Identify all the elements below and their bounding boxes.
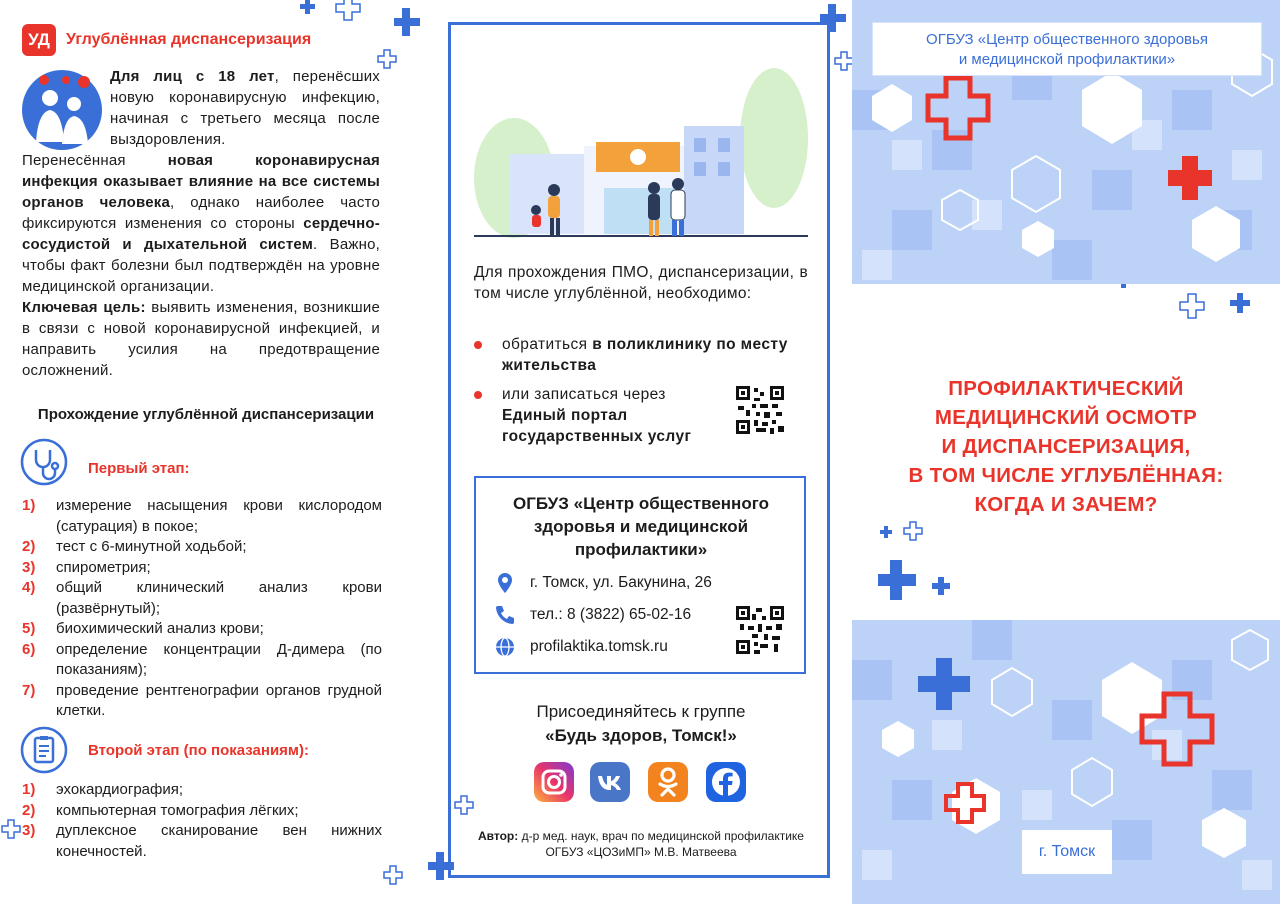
phone-text[interactable]: тел.: 8 (3822) 65-02-16 <box>530 606 692 623</box>
join-line1: Присоединяйтесь к группе <box>536 702 746 721</box>
list-item-text: определение концентрации Д-димера (по показаниям); <box>56 640 382 678</box>
globe-icon <box>494 636 516 658</box>
phone-row <box>494 604 691 626</box>
city-label: г. Томск <box>1022 830 1112 874</box>
list-item-text: эхокардиография; <box>56 781 184 798</box>
list-item <box>22 801 382 822</box>
facebook-icon[interactable] <box>706 762 746 802</box>
list-item-text: общий клинический анализ крови (развёрнутый); <box>56 579 382 617</box>
stage2-title: Второй этап (по показаниям): <box>88 742 310 759</box>
qr-code-gosuslugi[interactable] <box>736 386 784 434</box>
main-title-line: МЕДИЦИНСКИЙ ОСМОТР <box>934 406 1198 429</box>
top-org-line2: и медицинской профилактики» <box>958 51 1176 68</box>
goal-bold: Ключевая цель: <box>22 299 146 316</box>
list-item-number: 4) <box>22 579 36 596</box>
stethoscope-icon <box>20 438 68 486</box>
bullet2-a: или записаться через <box>502 386 666 403</box>
list-item <box>22 578 382 619</box>
goal-rest: выявить изменения, возникшие в связи с новой коронавирусной инфекцией, и направить усилия на предотвращение осложнений. <box>22 299 381 379</box>
list-item-number: 7) <box>22 681 36 699</box>
qr-code-contacts[interactable] <box>736 606 784 654</box>
list-item-number: 3) <box>22 558 36 576</box>
intro-bold: Для лиц с 18 лет <box>110 68 275 85</box>
main-title-line: КОГДА И ЗАЧЕМ? <box>974 493 1158 516</box>
bullet-gosuslugi <box>474 384 724 447</box>
bullet-dot <box>474 391 482 399</box>
stage1-list <box>22 496 382 722</box>
stage1-title: Первый этап: <box>88 460 190 477</box>
list-item-number: 5) <box>22 620 36 637</box>
address-text: г. Томск, ул. Бакунина, 26 <box>530 574 712 591</box>
main-title-line: И ДИСПАНСЕРИЗАЦИЯ, <box>941 435 1191 458</box>
list-item <box>22 537 382 558</box>
instagram-icon[interactable] <box>534 762 574 802</box>
list-item-number: 3) <box>22 822 36 839</box>
list-item-number: 1) <box>22 497 36 514</box>
org-name: ОГБУЗ «Центр общественного здоровья и медицинской профилактики» <box>513 494 769 559</box>
p1-a: Перенесённая <box>22 152 168 169</box>
list-item <box>22 496 382 537</box>
list-item <box>22 640 382 681</box>
list-item-text: проведение рентгенографии органов грудной клетки. <box>56 681 382 719</box>
list-item-number: 6) <box>22 640 36 658</box>
list-item <box>22 619 382 640</box>
author-rest: д-р мед. наук, врач по медицинской профилактике ОГБУЗ «ЦОЗиМП» М.В. Матвеева <box>518 829 804 859</box>
author-bold: Автор: <box>478 829 519 843</box>
ud-title: Углублённая диспансеризация <box>66 31 312 48</box>
clipboard-icon <box>20 726 68 774</box>
clinic-illustration <box>474 58 808 244</box>
main-title <box>852 374 1280 519</box>
address-row <box>494 572 712 594</box>
bullet-dot <box>474 341 482 349</box>
list-item <box>22 780 382 801</box>
p1-d: сердечно-сосудистой и дыхательной систем <box>22 215 380 253</box>
list-item <box>22 681 382 722</box>
join-line2[interactable]: «Будь здоров, Томск!» <box>545 726 737 745</box>
list-item-text: биохимический анализ крови; <box>56 620 264 637</box>
list-item-number: 1) <box>22 781 36 798</box>
phone-icon <box>494 604 516 626</box>
list-item-number: 2) <box>22 801 36 819</box>
list-item-text: тест с 6-минутной ходьбой; <box>56 538 247 555</box>
list-item <box>22 558 382 579</box>
intro-text <box>22 66 380 381</box>
list-item <box>22 821 382 862</box>
odnoklassniki-icon[interactable] <box>648 762 688 802</box>
top-org-line1: ОГБУЗ «Центр общественного здоровья <box>926 31 1208 48</box>
top-org-banner <box>872 22 1262 76</box>
website-link[interactable]: profilaktika.tomsk.ru <box>530 638 668 655</box>
author-credit <box>474 828 808 860</box>
ud-badge: УД <box>22 24 56 56</box>
join-group <box>474 700 808 748</box>
bullet2-b: Единый портал государственных услуг <box>502 407 692 445</box>
bullet-polyclinic <box>474 334 808 376</box>
middle-intro: Для прохождения ПМО, диспансеризации, в том числе углублённой, необходимо: <box>474 264 808 302</box>
main-title-line: ПРОФИЛАКТИЧЕСКИЙ <box>948 377 1184 400</box>
website-row <box>494 636 668 658</box>
list-item-text: дуплексное сканирование вен нижних конечностей. <box>56 822 382 860</box>
subheading: Прохождение углублённой диспансеризации <box>37 406 375 423</box>
list-item-text: компьютерная томография лёгких; <box>56 801 299 819</box>
stage2-list <box>22 780 382 862</box>
main-title-line: В ТОМ ЧИСЛЕ УГЛУБЛЁННАЯ: <box>908 464 1224 487</box>
p1-c: , однако наиболее часто фиксируются изменения со стороны <box>22 194 380 232</box>
list-item-number: 2) <box>22 538 36 555</box>
p1-b: новая коронавирусная инфекция оказывает влияние на все системы органов человека <box>22 152 380 211</box>
list-item-text: спирометрия; <box>56 558 151 576</box>
bullet1-a: обратиться <box>502 336 593 353</box>
location-pin-icon <box>494 572 516 594</box>
bullet1-b: в поликлинику по месту жительства <box>502 336 788 374</box>
p1-e: . Важно, чтобы факт болезни был подтверждён на уровне медицинской организации. <box>22 236 380 295</box>
list-item-text: измерение насыщения крови кислородом (сатурация) в покое; <box>56 497 382 535</box>
vk-icon[interactable] <box>590 762 630 802</box>
intro-rest: , перенёсших новую коронавирусную инфекцию, начиная с третьего месяца после выздоровления. <box>110 68 380 148</box>
